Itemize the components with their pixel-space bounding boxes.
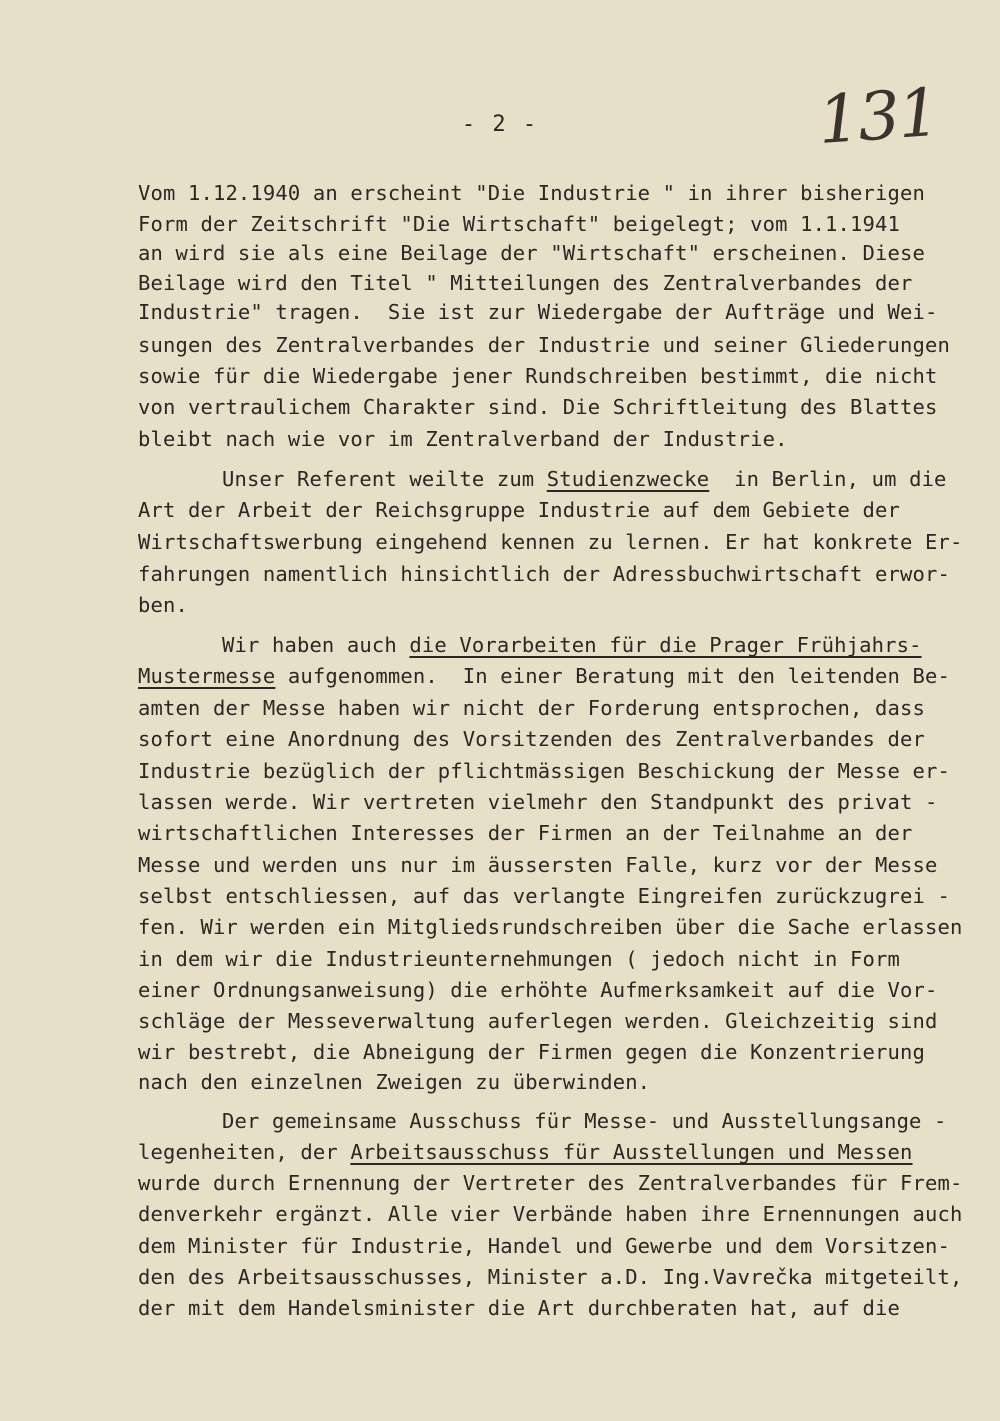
text-line: [138, 665, 950, 687]
text-line: Vom 1.12.1940 an erscheint "Die Industrie " in ihrer bisherigen: [138, 181, 925, 205]
text-line: wir bestrebt, die Abneigung der Firmen gegen die Konzentrierung: [138, 1040, 925, 1064]
text-line: nach den einzelnen Zweigen zu überwinden.: [138, 1070, 651, 1094]
text-line: in dem wir die Industrieunternehmungen ( jedoch nicht in Form: [138, 947, 901, 971]
text-segment: Unser Referent weilte zum: [222, 467, 547, 491]
text-line: [222, 468, 947, 490]
underlined-phrase: Arbeitsausschuss für Ausstellungen und Messen: [350, 1140, 913, 1164]
text-line: denverkehr ergänzt. Alle vier Verbände haben ihre Ernennungen auch: [138, 1202, 963, 1226]
text-line: Beilage wird den Titel " Mitteilungen des Zentralverbandes der: [138, 271, 913, 295]
text-line: [222, 634, 922, 656]
text-line: schläge der Messeverwaltung auferlegen werden. Gleichzeitig sind: [138, 1009, 938, 1033]
text-line: selbst entschliessen, auf das verlangte Eingreifen zurückzugrei -: [138, 884, 950, 908]
text-line: Industrie" tragen. Sie ist zur Wiedergabe der Aufträge und Wei-: [138, 300, 938, 324]
text-line: ben.: [138, 593, 188, 617]
underlined-phrase: Studienzwecke: [546, 467, 710, 491]
text-line: bleibt nach wie vor im Zentralverband der Industrie.: [138, 427, 788, 451]
text-line: von vertraulichem Charakter sind. Die Schriftleitung des Blattes: [138, 395, 938, 419]
underlined-phrase: Mustermesse: [138, 664, 276, 688]
text-line: sowie für die Wiedergabe jener Rundschreiben bestimmt, die nicht: [138, 364, 938, 388]
text-line: wurde durch Ernennung der Vertreter des Zentralverbandes für Frem-: [138, 1171, 963, 1195]
underlined-phrase: die Vorarbeiten für die Prager Frühjahrs-: [409, 633, 922, 657]
text-segment: in Berlin, um die: [709, 467, 947, 491]
text-line: Industrie bezüglich der pflichtmässigen Beschickung der Messe er-: [138, 759, 950, 783]
text-segment: aufgenommen. In einer Beratung mit den leitenden Be-: [275, 664, 950, 688]
text-line: fen. Wir werden ein Mitgliedsrundschreiben über die Sache erlassen: [138, 915, 963, 939]
text-line: den des Arbeitsausschusses, Minister a.D. Ing.Vavrečka mitgeteilt,: [138, 1265, 963, 1289]
text-segment: Wir haben auch: [222, 633, 410, 657]
text-segment: legenheiten, der: [138, 1140, 351, 1164]
page-number: - 2 -: [461, 112, 539, 137]
text-line: einer Ordnungsanweisung) die erhöhte Aufmerksamkeit auf die Vor-: [138, 978, 938, 1002]
text-line: wirtschaftlichen Interesses der Firmen an der Teilnahme an der: [138, 821, 913, 845]
text-line: Messe und werden uns nur im äussersten Falle, kurz vor der Messe: [138, 853, 938, 877]
text-line: sofort eine Anordnung des Vorsitzenden des Zentralverbandes der: [138, 727, 925, 751]
handwritten-folio-number: 131: [815, 73, 941, 160]
text-line: an wird sie als eine Beilage der "Wirtschaft" erscheinen. Diese: [138, 241, 925, 265]
text-line: Wirtschaftswerbung eingehend kennen zu lernen. Er hat konkrete Er-: [138, 530, 963, 554]
text-line: Der gemeinsame Ausschuss für Messe- und Ausstellungsange -: [222, 1109, 947, 1133]
text-line: fahrungen namentlich hinsichtlich der Adressbuchwirtschaft erwor-: [138, 562, 950, 586]
text-line: Form der Zeitschrift "Die Wirtschaft" beigelegt; vom 1.1.1941: [138, 212, 901, 236]
text-line: der mit dem Handelsminister die Art durchberaten hat, auf die: [138, 1296, 901, 1320]
text-line: sungen des Zentralverbandes der Industrie und seiner Gliederungen: [138, 333, 950, 357]
text-line: amten der Messe haben wir nicht der Forderung entsprochen, dass: [138, 696, 925, 720]
text-line: lassen werde. Wir vertreten vielmehr den Standpunkt des privat -: [138, 790, 938, 814]
text-line: dem Minister für Industrie, Handel und Gewerbe und dem Vorsitzen-: [138, 1234, 950, 1258]
text-line: [138, 1141, 913, 1163]
text-line: Art der Arbeit der Reichsgruppe Industrie auf dem Gebiete der: [138, 498, 901, 522]
